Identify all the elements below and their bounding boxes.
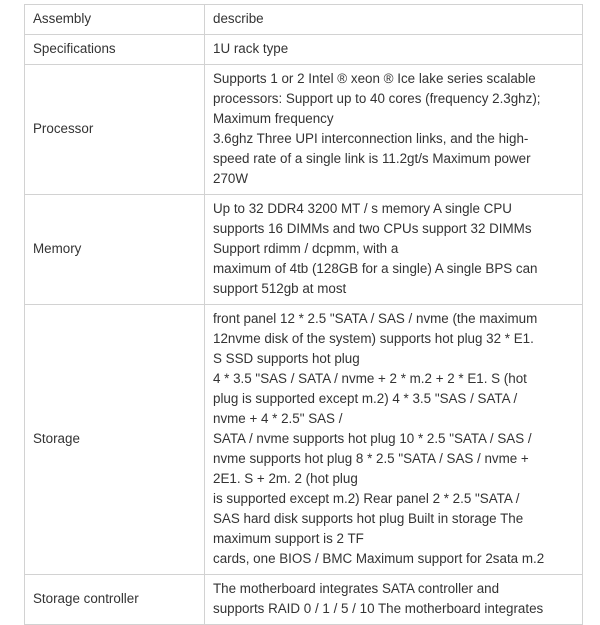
value-line: maximum of 4tb (128GB for a single) A single BPS can	[213, 261, 538, 276]
table-row	[25, 35, 583, 65]
row-label: Processor	[25, 65, 205, 195]
value-line: supports RAID 0 / 1 / 5 / 10 The motherboard integrates	[213, 601, 544, 616]
row-label: Storage	[25, 305, 205, 575]
row-value	[205, 195, 583, 305]
value-line: SATA / nvme supports hot plug 10 * 2.5 "SATA / SAS /	[213, 431, 532, 446]
value-line: is supported except m.2) Rear panel 2 * 2.5 "SATA /	[213, 491, 520, 506]
row-value	[205, 65, 583, 195]
spec-table	[24, 4, 583, 625]
row-value	[205, 305, 583, 575]
table-row	[25, 65, 583, 195]
value-line: Up to 32 DDR4 3200 MT / s memory A single CPU	[213, 201, 512, 216]
value-line: nvme + 4 * 2.5" SAS /	[213, 411, 343, 426]
value-line: Supports 1 or 2 Intel ® xeon ® Ice lake series scalable	[213, 71, 536, 86]
value-line: 2E1. S + 2m. 2 (hot plug	[213, 471, 358, 486]
spec-table-body	[25, 5, 583, 625]
value-line: cards, one BIOS / BMC Maximum support for 2sata m.2	[213, 551, 545, 566]
value-line: 270W	[213, 171, 248, 186]
row-label: Memory	[25, 195, 205, 305]
value-line: front panel 12 * 2.5 "SATA / SAS / nvme (the maximum	[213, 311, 538, 326]
value-line: Support rdimm / dcpmm, with a	[213, 241, 399, 256]
value-line: speed rate of a single link is 11.2gt/s Maximum power	[213, 151, 531, 166]
value-line: maximum support is 2 TF	[213, 531, 364, 546]
table-row	[25, 195, 583, 305]
value-line: nvme supports hot plug 8 * 2.5 "SATA / SAS / nvme +	[213, 451, 529, 466]
row-value	[205, 5, 583, 35]
value-line: S SSD supports hot plug	[213, 351, 360, 366]
value-line: plug is supported except m.2) 4 * 3.5 "SAS / SATA /	[213, 391, 518, 406]
value-line: SAS hard disk supports hot plug Built in storage The	[213, 511, 524, 526]
row-value	[205, 35, 583, 65]
table-row	[25, 5, 583, 35]
value-line: processors: Support up to 40 cores (frequency 2.3ghz);	[213, 91, 541, 106]
value-line: Maximum frequency	[213, 111, 334, 126]
row-label: Specifications	[25, 35, 205, 65]
table-row	[25, 305, 583, 575]
value-line: 4 * 3.5 "SAS / SATA / nvme + 2 * m.2 + 2 * E1. S (hot	[213, 371, 527, 386]
value-line: support 512gb at most	[213, 281, 347, 296]
value-line: 12nvme disk of the system) supports hot plug 32 * E1.	[213, 331, 534, 346]
value-line: 3.6ghz Three UPI interconnection links, and the high-	[213, 131, 529, 146]
row-label: Assembly	[25, 5, 205, 35]
value-line: supports 16 DIMMs and two CPUs support 32 DIMMs	[213, 221, 532, 236]
value-line: 1U rack type	[213, 41, 289, 56]
row-label: Storage controller	[25, 575, 205, 625]
value-line: describe	[213, 11, 264, 26]
value-line: The motherboard integrates SATA controller and	[213, 581, 500, 596]
